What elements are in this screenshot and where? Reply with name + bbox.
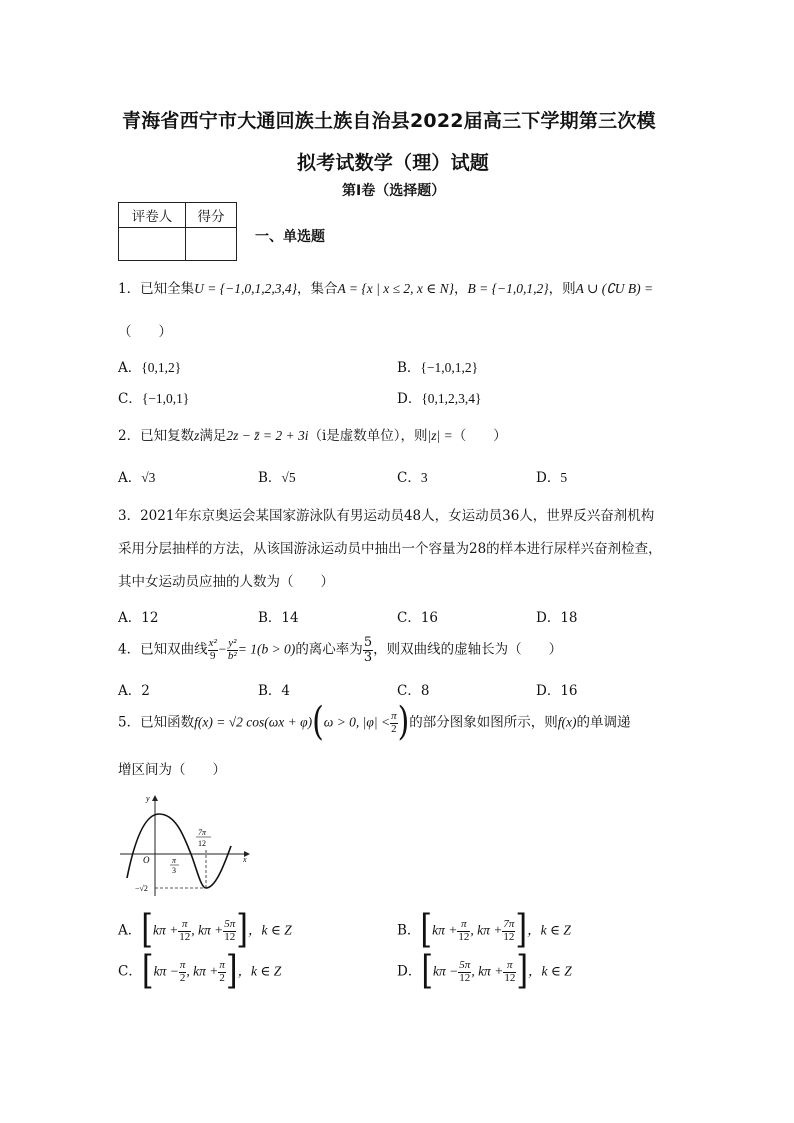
question-3-line2: 采用分层抽样的方法，从该国游泳运动员中抽出一个容量为28的样本进行尿样兴奋剂检查， bbox=[118, 541, 662, 557]
q1-option-c: C．{−1,0,1} bbox=[118, 391, 190, 407]
q5-option-b: B．[kπ + $\frac{\pi}{12}$ , kπ + $\frac{7\pi}{12}$ ]，k ∈ Z bbox=[397, 907, 571, 954]
q5-option-d: D．[kπ − $\frac{5\pi}{12}$ , kπ + $\frac{\pi}{12}$ ]，k ∈ Z bbox=[397, 948, 572, 995]
q2-option-c: C．3 bbox=[397, 470, 428, 486]
tick-pi-over-3-num: π bbox=[172, 856, 177, 865]
q1-set-b: B = {−1,0,1,2} bbox=[467, 281, 549, 296]
q5-prefix: 5．已知函数 bbox=[118, 714, 195, 731]
q3-option-d: D．18 bbox=[536, 610, 578, 626]
q5-option-c: C．[kπ − $\frac{\pi}{2}$ , kπ + $\frac{\pi}{2}$ ]，k ∈ Z bbox=[118, 948, 282, 995]
q4-fraction-y: $\frac{\text{y²}}{\text{b²}}$ bbox=[227, 637, 237, 662]
q2-option-d: D．5 bbox=[536, 470, 568, 486]
q1-set-a: A = {x | x ≤ 2, x ∈ N} bbox=[337, 281, 455, 296]
q2-variable: z bbox=[194, 428, 200, 443]
q5-function: f(x) = √2 cos(ωx + φ) bbox=[194, 714, 313, 730]
min-value-label: −√2 bbox=[135, 884, 148, 893]
y-axis-label: y bbox=[146, 794, 150, 803]
doc-title-line1: 青海省西宁市大通回族土族自治县2022届高三下学期第三次模 bbox=[122, 110, 656, 132]
q4-prefix: 4．已知双曲线 bbox=[118, 641, 208, 658]
q2-text-mid: 满足 bbox=[199, 428, 227, 444]
grader-cell bbox=[119, 228, 186, 261]
q4-option-c: C．8 bbox=[397, 683, 430, 699]
q2-answer-paren: （ ） bbox=[452, 428, 507, 444]
q4-option-a: A．2 bbox=[118, 683, 150, 699]
x-axis-label: x bbox=[243, 855, 247, 864]
q1-expression: A ∪ (∁U B) = bbox=[575, 281, 654, 296]
q1-text-mid3: ，则 bbox=[548, 281, 576, 297]
section-heading: 一、单选题 bbox=[255, 229, 325, 245]
doc-title-line2: 拟考试数学（理）试题 bbox=[297, 152, 490, 174]
q5-fx: f(x) bbox=[557, 714, 577, 730]
q3-option-a: A．12 bbox=[118, 610, 159, 626]
q4-fraction-x: $\frac{\text{x²}}{9}$ bbox=[208, 637, 217, 662]
q2-prefix: 2．已知复数 bbox=[118, 428, 195, 444]
score-table-header-score: 得分 bbox=[186, 203, 237, 228]
q4-equation-rhs: = 1(b > 0) bbox=[237, 641, 296, 657]
q2-modulus: |z| = bbox=[427, 428, 453, 443]
q3-option-b: B．14 bbox=[258, 610, 299, 626]
q2-option-a: A．√3 bbox=[118, 470, 156, 486]
tick-7pi-over-12-num: 7π bbox=[198, 828, 207, 837]
part-title: 第I卷（选择题） bbox=[342, 183, 446, 199]
q4-eccentricity: $\frac{5}{3}$ bbox=[363, 635, 373, 665]
q1-option-d: D．{0,1,2,3,4} bbox=[397, 391, 482, 407]
q5-condition: ω > 0, |φ| < bbox=[323, 714, 391, 730]
q5-option-a: A．[kπ + $\frac{\pi}{12}$ , kπ + $\frac{5\pi}{12}$ ]，k ∈ Z bbox=[118, 907, 292, 954]
q3-option-c: C．16 bbox=[397, 610, 439, 626]
q1-text-mid2: ， bbox=[454, 281, 468, 297]
question-4: 4．已知双曲线 $\frac{\text{x²}}{9}$ − $\frac{\text{y²}}{\text{b²}}$ = 1(b > 0)的离心率为 $\frac{5}{3}$ ，则双曲线的虚轴长为（ ） bbox=[118, 635, 563, 665]
tick-pi-over-3-den: 3 bbox=[172, 866, 176, 875]
origin-label: O bbox=[143, 855, 150, 865]
question-2 bbox=[118, 424, 507, 444]
q4-text-mid: 的离心率为 bbox=[295, 641, 363, 658]
q1-answer-paren: （ ） bbox=[118, 324, 172, 340]
q1-prefix: 1．已知全集 bbox=[118, 281, 195, 297]
question-1 bbox=[118, 277, 653, 297]
q1-option-a: A．{0,1,2} bbox=[118, 360, 182, 376]
q4-option-b: B．4 bbox=[258, 683, 291, 699]
q5-condition-fraction: $\frac{\pi}{2}$ bbox=[391, 709, 397, 735]
q1-text-mid1: ，集合 bbox=[297, 281, 338, 297]
q2-option-b: B．√5 bbox=[258, 470, 296, 486]
q1-universal-set: U = {−1,0,1,2,3,4} bbox=[194, 281, 297, 296]
score-table-header-grader: 评卷人 bbox=[119, 203, 186, 228]
score-cell bbox=[186, 228, 237, 261]
tick-7pi-over-12-den: 12 bbox=[198, 839, 206, 848]
cosine-curve bbox=[127, 814, 231, 888]
q4-text-post: ，则双曲线的虚轴长为（ ） bbox=[373, 641, 563, 658]
q5-function-graph bbox=[115, 790, 260, 900]
question-5-line2: 增区间为（ ） bbox=[118, 762, 226, 778]
question-3-line1: 3．2021年东京奥运会某国家游泳队有男运动员48人，女运动员36人，世界反兴奋剂机构 bbox=[118, 508, 655, 524]
q5-text-post2: 的单调递 bbox=[576, 714, 631, 731]
q4-option-d: D．16 bbox=[536, 683, 578, 699]
q5-text-post: 的部分图象如图所示，则 bbox=[409, 714, 558, 731]
question-5: 5．已知函数f(x) = √2 cos(ωx + φ)(ω > 0, |φ| < $\frac{\pi}{2}$ )的部分图象如图所示，则f(x)的单调递 bbox=[118, 699, 631, 746]
q2-equation: 2z − z̄ = 2 + 3i bbox=[226, 428, 309, 443]
score-table bbox=[118, 202, 237, 261]
q2-text-post: （i是虚数单位），则 bbox=[308, 428, 428, 444]
q1-option-b: B．{−1,0,1,2} bbox=[397, 360, 479, 376]
question-3-line3: 其中女运动员应抽的人数为（ ） bbox=[118, 574, 334, 590]
